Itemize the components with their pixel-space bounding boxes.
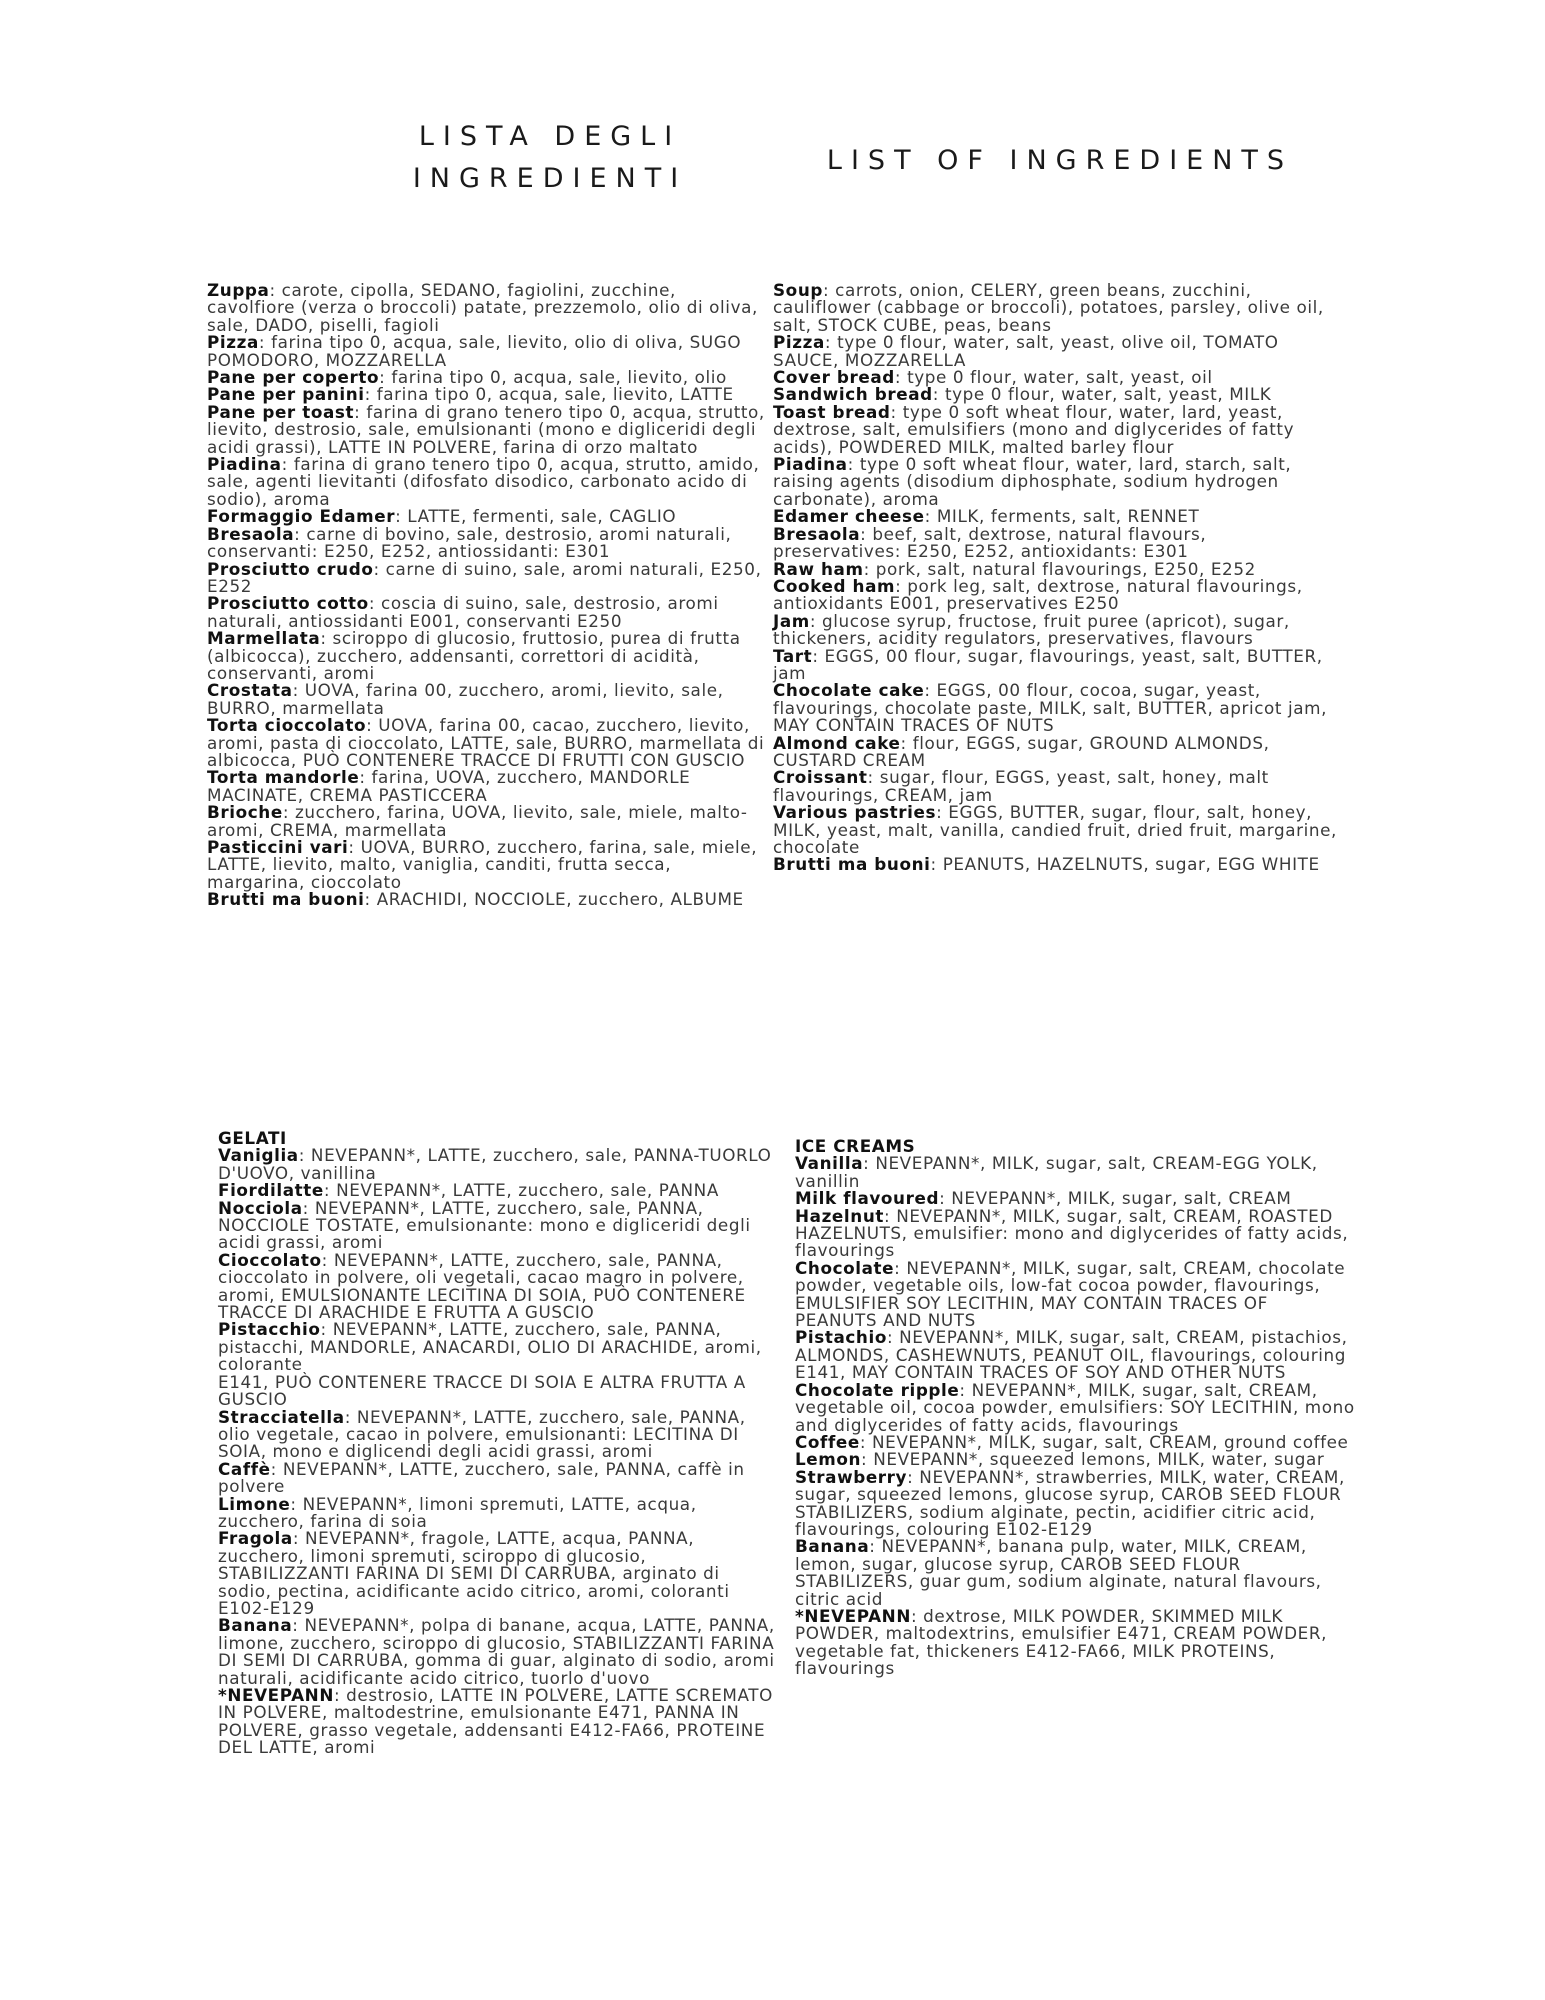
ingredient-entry xyxy=(207,334,767,369)
ingredient-entry xyxy=(795,1605,1355,1679)
ingredient-entry-continuation: E141, PUÒ CONTENERE TRACCE DI SOIA E ALTRA FRUTTA A GUSCIO xyxy=(218,1371,746,1410)
product-name: Crostata xyxy=(207,680,293,701)
product-ingredients: : UOVA, farina 00, zucchero, aromi, lievito, sale, BURRO, marmellata xyxy=(207,680,724,718)
ingredient-entry xyxy=(773,856,1338,873)
product-ingredients: : NEVEPANN*, polpa di banane, acqua, LATTE, PANNA, limone, zucchero, sciroppo di glucosio, STABILIZZANTI FARINA DI SEMI DI CARRUBA, gomma di guar, alginato di sodio, aromi naturali, acidificante acido citrico, tuorlo d'uovo xyxy=(218,1615,775,1688)
product-name: Tart xyxy=(773,645,813,666)
product-name: Formaggio Edamer xyxy=(207,506,396,527)
product-ingredients: : NEVEPANN*, LATTE, zucchero, sale, PANNA, NOCCIOLE TOSTATE, emulsionante: mono e digliceridi degli acidi grassi, aromi xyxy=(218,1197,751,1253)
ingredient-entry xyxy=(795,1155,1355,1190)
product-ingredients: : EGGS, BUTTER, sugar, flour, salt, honey, MILK, yeast, malt, vanilla, candied fruit, dried fruit, margarine, chocolate xyxy=(773,802,1337,857)
product-ingredients: : UOVA, BURRO, zucchero, farina, sale, miele, LATTE, lievito, malto, vaniglia, canditi, frutta secca, margarina, cioccolato xyxy=(207,837,758,892)
product-name: Zuppa xyxy=(207,280,270,300)
product-name: Bresaola xyxy=(773,523,861,544)
product-name: Banana xyxy=(795,1536,870,1557)
product-name: Torta mandorle xyxy=(207,767,360,788)
product-ingredients: : MILK, ferments, salt, RENNET xyxy=(924,506,1200,527)
product-name: Marmellata xyxy=(207,628,321,649)
ingredient-entry xyxy=(207,282,767,334)
product-ingredients: : NEVEPANN*, LATTE, zucchero, sale, PANNA, caffè in polvere xyxy=(218,1458,745,1497)
product-name: Toast bread xyxy=(773,401,891,422)
product-name: Lemon xyxy=(795,1449,862,1470)
product-name: Croissant xyxy=(773,767,868,788)
product-ingredients: : NEVEPANN*, banana pulp, water, MILK, CREAM, lemon, sugar, glucose syrup, CAROB SEED FLOUR STABILIZERS, guar gum, sodium alginate, natural flavours, citric acid xyxy=(795,1536,1322,1609)
product-ingredients: : carne di suino, sale, aromi naturali, E250, E252 xyxy=(207,558,762,596)
ingredient-entry xyxy=(795,1466,1355,1539)
ingredient-entry xyxy=(207,839,767,891)
product-ingredients: : dextrose, MILK POWDER, SKIMMED MILK POWDER, maltodextrins, emulsifier E471, CREAM POWDER, vegetable fat, thickeners E412-FA66, MILK PROTEINS, flavourings xyxy=(795,1605,1328,1679)
ingredient-entry xyxy=(207,630,767,682)
product-name: *NEVEPANN xyxy=(218,1685,334,1705)
product-name: Nocciola xyxy=(218,1197,303,1218)
product-ingredients: : NEVEPANN*, LATTE, zucchero, sale, PANNA, pistacchi, MANDORLE, ANACARDI, OLIO DI ARACHIDE, aromi, colorante xyxy=(218,1319,762,1375)
product-name: Banana xyxy=(218,1615,293,1636)
product-ingredients: : NEVEPANN*, MILK, sugar, salt, CREAM-EGG YOLK, vanillin xyxy=(795,1153,1318,1191)
product-ingredients: : destrosio, LATTE IN POLVERE, LATTE SCREMATO IN POLVERE, maltodestrine, emulsionante E471, PANNA IN POLVERE, grasso vegetale, addensanti E412-FA66, PROTEINE DEL LATTE, aromi xyxy=(218,1685,773,1758)
product-name: Sandwich bread xyxy=(773,384,933,405)
product-name: Brutti ma buoni xyxy=(207,889,365,910)
gelati-items xyxy=(218,1147,778,1756)
product-ingredients: : pork, salt, natural flavourings, E250, E252 xyxy=(863,558,1256,579)
product-ingredients: : NEVEPANN*, MILK, sugar, salt, CREAM xyxy=(939,1188,1292,1209)
product-name: Pane per coperto xyxy=(207,367,380,388)
page-title-english: LIST OF INGREDIENTS xyxy=(826,145,1294,176)
product-name: Soup xyxy=(773,280,823,300)
product-name: Torta cioccolato xyxy=(207,715,367,736)
ingredient-entry xyxy=(207,558,767,596)
italian-food-list xyxy=(207,282,767,909)
product-name: Edamer cheese xyxy=(773,506,925,527)
ingredient-entry xyxy=(218,1458,778,1497)
ingredient-entry xyxy=(773,334,1338,369)
product-name: Caffè xyxy=(218,1458,271,1479)
product-name: Pistacchio xyxy=(218,1319,321,1340)
ingredient-entry xyxy=(773,575,1338,614)
product-name: Pasticcini vari xyxy=(207,837,349,857)
ingredient-entry xyxy=(773,456,1338,508)
gelati-heading: GELATI xyxy=(218,1128,287,1148)
ingredient-entry xyxy=(207,456,767,508)
ingredient-entry xyxy=(207,401,767,457)
product-ingredients: : farina tipo 0, acqua, sale, lievito, LATTE xyxy=(364,384,734,405)
product-ingredients: : coscia di suino, sale, destrosio, aromi naturali, antiossidanti E001, conservanti E250 xyxy=(207,593,719,631)
product-ingredients: : type 0 flour, water, salt, yeast, olive oil, TOMATO SAUCE, MOZZARELLA xyxy=(773,332,1279,370)
product-name: Pizza xyxy=(773,332,825,353)
ice-creams-heading: ICE CREAMS xyxy=(795,1136,916,1156)
product-ingredients: : ARACHIDI, NOCCIOLE, zucchero, ALBUME xyxy=(364,889,744,910)
product-ingredients: : zucchero, farina, UOVA, lievito, sale, miele, malto-aromi, CREMA, marmellata xyxy=(207,802,748,840)
ingredient-entry xyxy=(207,595,767,630)
product-name: Almond cake xyxy=(773,732,901,753)
product-ingredients: : sciroppo di glucosio, fruttosio, purea di frutta (albicocca), zucchero, addensanti, correttori di acidità, conservanti, aromi xyxy=(207,628,741,683)
product-ingredients: : NEVEPANN*, LATTE, zucchero, sale, PANNA, cioccolato in polvere, oli vegetali, cacao magro in polvere, aromi, EMULSIONANTE LECITINA DI SOIA, PUÒ CONTENERE TRACCE DI ARACHIDE E FRUTTA A GUSCIO xyxy=(218,1249,746,1323)
product-name: Jam xyxy=(773,610,810,631)
ingredient-entry xyxy=(795,1538,1355,1608)
product-ingredients: : NEVEPANN*, squeezed lemons, MILK, water, sugar xyxy=(861,1449,1325,1470)
product-ingredients: : UOVA, farina 00, cacao, zucchero, lievito, aromi, pasta di cioccolato, LATTE, sale, BURRO, marmellata di albicocca, PUÒ CONTENERE TRACCE DI FRUTTI CON GUSCIO xyxy=(207,715,765,770)
product-name: *NEVEPANN xyxy=(795,1605,911,1626)
ingredient-entry xyxy=(218,1249,778,1323)
product-ingredients: : glucose syrup, fructose, fruit puree (apricot), sugar, thickeners, acidity regulators, preservatives, flavours xyxy=(773,610,1290,649)
product-name: Various pastries xyxy=(773,802,937,823)
product-name: Fiordilatte xyxy=(218,1180,324,1201)
ingredient-entry xyxy=(795,1205,1355,1261)
product-ingredients: : NEVEPANN*, MILK, sugar, salt, CREAM, ROASTED HAZELNUTS, emulsifier: mono and diglycerides of fatty acids, flavourings xyxy=(795,1205,1349,1261)
product-name: Vaniglia xyxy=(218,1145,299,1166)
ingredient-entry xyxy=(795,1329,1355,1364)
product-ingredients: : EGGS, 00 flour, cocoa, sugar, yeast, flavourings, chocolate paste, MILK, salt, BUTTER, apricot jam, MAY CONTAIN TRACES OF NUTS xyxy=(773,680,1328,736)
ingredient-entry xyxy=(773,732,1338,770)
ingredient-entry xyxy=(773,523,1338,562)
product-name: Piadina xyxy=(207,454,282,475)
product-name: Cover bread xyxy=(773,367,895,388)
ingredient-entry xyxy=(218,1321,778,1373)
ingredient-entry xyxy=(207,682,767,717)
product-ingredients: : flour, EGGS, sugar, GROUND ALMONDS, CUSTARD CREAM xyxy=(773,732,1270,770)
product-ingredients: : beef, salt, dextrose, natural flavours, preservatives: E250, E252, antioxidants: E301 xyxy=(773,523,1207,562)
ingredient-entry xyxy=(218,1197,778,1253)
product-ingredients: : carne di bovino, sale, destrosio, aromi naturali, conservanti: E250, E252, antiossidanti: E301 xyxy=(207,523,732,562)
product-ingredients: : NEVEPANN*, LATTE, zucchero, sale, PANNA-TUORLO D'UOVO, vanillina xyxy=(218,1145,772,1183)
product-ingredients: : NEVEPANN*, MILK, sugar, salt, CREAM, ground coffee xyxy=(859,1431,1349,1452)
ingredient-entry xyxy=(795,1379,1355,1435)
product-ingredients: : NEVEPANN*, MILK, sugar, salt, CREAM, chocolate powder, vegetable oils, low-fat cocoa powder, flavourings, EMULSIFIER SOY LECITHIN, MAY CONTAIN TRACES OF PEANUTS AND NUTS xyxy=(795,1257,1346,1331)
product-name: Cioccolato xyxy=(218,1249,322,1270)
product-name: Strawberry xyxy=(795,1466,908,1487)
english-food-list xyxy=(773,282,1338,874)
product-name: Fragola xyxy=(218,1528,293,1549)
ingredient-entry xyxy=(773,804,1338,856)
product-ingredients: : carrots, onion, CELERY, green beans, zucchini, cauliflower (cabbage or broccoli), potatoes, parsley, olive oil, salt, STOCK CUBE, peas, beans xyxy=(773,280,1324,335)
ingredient-entry xyxy=(207,804,767,839)
product-ingredients: : NEVEPANN*, limoni spremuti, LATTE, acqua, zucchero, farina di soia xyxy=(218,1493,697,1531)
ingredient-entry xyxy=(773,645,1338,683)
ingredient-entry xyxy=(218,1493,778,1531)
ingredient-entry xyxy=(773,282,1338,334)
product-ingredients: : type 0 flour, water, salt, yeast, MILK xyxy=(932,384,1272,405)
product-ingredients: : type 0 flour, water, salt, yeast, oil xyxy=(894,367,1213,388)
ingredient-entry xyxy=(218,1530,778,1617)
product-ingredients: : NEVEPANN*, fragole, LATTE, acqua, PANNA, zucchero, limoni spremuti, sciroppo di glucosio, STABILIZZANTI FARINA DI SEMI DI CARRUBA, arginato di sodio, pectina, acidificante acido citrico, aromi, coloranti E102-E129 xyxy=(218,1528,730,1618)
product-ingredients: : NEVEPANN*, strawberries, MILK, water, CREAM, sugar, squeezed lemons, glucose syrup, CAROB SEED FLOUR STABILIZERS, sodium alginate, pectin, acidifier citric acid, flavourings, colouring E102-E129 xyxy=(795,1466,1345,1539)
ingredient-entry xyxy=(773,682,1338,734)
product-ingredients: : NEVEPANN*, MILK, sugar, salt, CREAM, pistachios, ALMONDS, CASHEWNUTS, PEANUT OIL, flavourings, colouring xyxy=(795,1327,1348,1365)
product-name: Pane per toast xyxy=(207,401,355,422)
product-name: Prosciutto crudo xyxy=(207,558,374,579)
product-name: Pizza xyxy=(207,332,259,353)
product-name: Chocolate ripple xyxy=(795,1379,960,1400)
product-ingredients: : NEVEPANN*, LATTE, zucchero, sale, PANNA, olio vegetale, cacao in polvere, emulsionanti: LECITINA DI SOIA, mono e diglicendi degli acidi grassi, aromi xyxy=(218,1406,746,1462)
product-ingredients: : NEVEPANN*, LATTE, zucchero, sale, PANNA xyxy=(323,1180,719,1201)
ingredient-entry-continuation: E141, MAY CONTAIN TRACES OF SOY AND OTHER NUTS xyxy=(795,1362,1287,1383)
ingredient-entry xyxy=(207,891,767,908)
product-ingredients: : EGGS, 00 flour, sugar, flavourings, yeast, salt, BUTTER, jam xyxy=(773,645,1323,683)
ingredient-entry xyxy=(207,523,767,562)
product-name: Vanilla xyxy=(795,1153,864,1174)
ingredient-entry xyxy=(773,769,1338,804)
page-title-italian: LISTA DEGLI INGREDIENTI xyxy=(412,121,688,194)
product-ingredients: : farina di grano tenero tipo 0, acqua, strutto, lievito, destrosio, sale, emulsionanti (mono e digliceridi degli acidi grassi), LATTE IN POLVERE, farina di orzo maltato xyxy=(207,401,765,457)
product-name: Prosciutto cotto xyxy=(207,593,369,614)
product-name: Brutti ma buoni xyxy=(773,854,931,875)
product-ingredients: : farina di grano tenero tipo 0, acqua, strutto, amido, sale, agenti lievitanti (difosfato disodico, carbonato acido di sodio), aroma xyxy=(207,454,760,509)
product-name: Piadina xyxy=(773,454,848,475)
product-ingredients: : farina tipo 0, acqua, sale, lievito, olio di oliva, SUGO POMODORO, MOZZARELLA xyxy=(207,332,742,370)
product-name: Pane per panini xyxy=(207,384,365,405)
product-name: Brioche xyxy=(207,802,283,823)
product-name: Chocolate cake xyxy=(773,680,925,701)
product-name: Pistachio xyxy=(795,1327,887,1348)
product-ingredients: : pork leg, salt, dextrose, natural flavourings, antioxidants E001, preservatives E250 xyxy=(773,575,1303,614)
product-name: Raw ham xyxy=(773,558,864,579)
product-ingredients: : type 0 soft wheat flour, water, lard, starch, salt, raising agents (disodium diphosphate, sodium hydrogen carbonate), aroma xyxy=(773,454,1292,509)
product-ingredients: : carote, cipolla, SEDANO, fagiolini, zucchine, cavolfiore (verza o broccoli) patate, prezzemolo, olio di oliva, sale, DADO, piselli, fagioli xyxy=(207,280,758,335)
product-name: Cooked ham xyxy=(773,575,896,596)
product-ingredients: : LATTE, fermenti, sale, CAGLIO xyxy=(395,506,677,527)
product-ingredients: : type 0 soft wheat flour, water, lard, yeast, dextrose, salt, emulsifiers (mono and diglycerides of fatty acids), POWDERED MILK, malted barley flour xyxy=(773,401,1295,457)
ice-creams-list xyxy=(795,1138,1355,1678)
ingredient-entry xyxy=(218,1617,778,1687)
ingredient-entry xyxy=(773,401,1338,457)
product-name: Coffee xyxy=(795,1431,860,1452)
gelati-list xyxy=(218,1130,778,1757)
ingredient-entry xyxy=(207,717,767,769)
ice-creams-items xyxy=(795,1155,1355,1677)
product-name: Limone xyxy=(218,1493,291,1514)
ingredient-entry xyxy=(218,1687,778,1757)
ingredient-entry xyxy=(218,1406,778,1462)
product-ingredients: : NEVEPANN*, MILK, sugar, salt, CREAM, vegetable oil, cocoa powder, emulsifiers: SOY LECITHIN, mono and diglycerides of fatty acids, flavourings xyxy=(795,1379,1355,1435)
product-name: Chocolate xyxy=(795,1257,895,1278)
product-ingredients: : sugar, flour, EGGS, yeast, salt, honey, malt flavourings, CREAM, jam xyxy=(773,767,1269,805)
product-ingredients: : farina tipo 0, acqua, sale, lievito, olio xyxy=(379,367,727,388)
product-ingredients: : farina, UOVA, zucchero, MANDORLE MACINATE, CREMA PASTICCERA xyxy=(207,767,691,805)
ingredient-entry xyxy=(795,1257,1355,1331)
ingredient-entry xyxy=(218,1147,778,1182)
product-name: Stracciatella xyxy=(218,1406,345,1427)
product-name: Milk flavoured xyxy=(795,1188,940,1209)
ingredient-entry xyxy=(773,610,1338,649)
product-ingredients: : PEANUTS, HAZELNUTS, sugar, EGG WHITE xyxy=(930,854,1320,875)
ingredient-entry xyxy=(207,769,767,804)
product-name: Hazelnut xyxy=(795,1205,884,1226)
product-name: Bresaola xyxy=(207,523,295,544)
